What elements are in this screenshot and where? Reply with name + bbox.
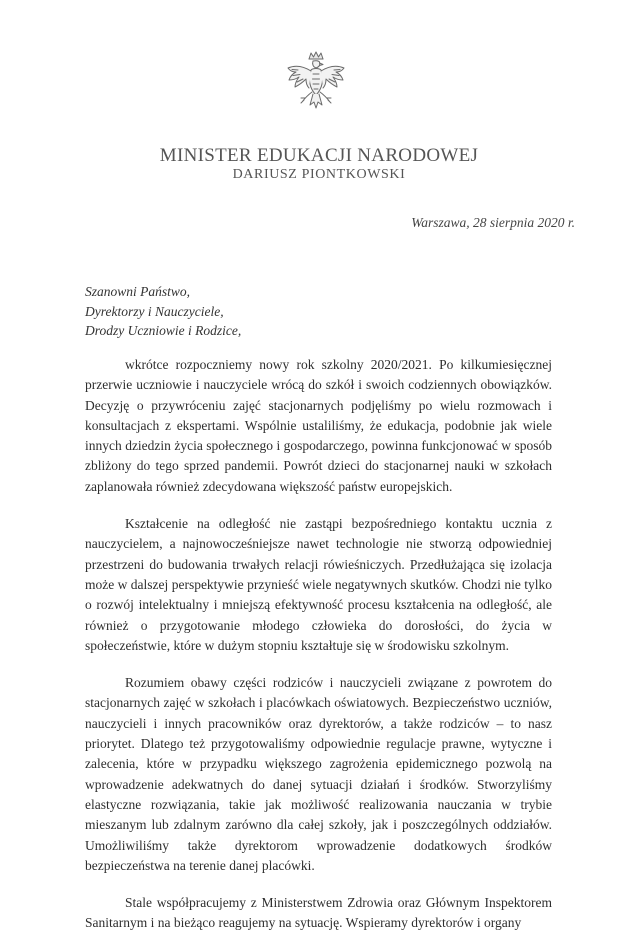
greeting-block — [85, 282, 241, 341]
body-paragraph: Rozumiem obawy części rodziców i nauczycieli związane z powrotem do stacjonarnych zajęć w szkołach i placówkach oświatowych. Bezpieczeństwo uczniów, nauczycieli i innych pracowników oraz dyrektorów, a także rodziców – to nasz priorytet. Dlatego też przygotowaliśmy odpowiednie regulacje prawne, wytyczne i zalecenia, które w przypadku większego zagrożenia epidemicznego pozwolą na wprowadzenie adekwatnych do danej sytuacji działań i środków. Stworzyliśmy elastyczne rozwiązania, takie jak możliwość realizowania nauczania w trybie mieszanym lub zdalnym zarówno dla całej szkoły, jak i poszczególnych oddziałów. Umożliwiliśmy także dyrektorom wprowadzenie dodatkowych środków bezpieczeństwa na terenie danej placówki. — [85, 675, 552, 873]
minister-name: DARIUSZ PIONTKOWSKI — [232, 167, 406, 182]
body-paragraph: Kształcenie na odległość nie zastąpi bezpośredniego kontaktu ucznia z nauczycielem, a najnowocześniejsze nawet technologie nie stworzą odpowiedniej przestrzeni do budowania trwałych relacji rówieśniczych. Przedłużająca się izolacja może w dalszej perspektywie przynieść wiele negatywnych skutków. Chodzi nie tylko o rozwój intelektualny i mniejszą efektywność procesu kształcenia na odległość, ale również o przygotowanie młodego człowieka do dorosłości, do życia w społeczeństwie, które w dużym stopniu kształtuje się w środowisku szkolnym. — [85, 516, 552, 653]
letter-body — [85, 355, 552, 951]
greeting-line: Drodzy Uczniowie i Rodzice, — [85, 323, 242, 338]
greeting-line: Dyrektorzy i Nauczyciele, — [85, 303, 224, 319]
body-paragraph: Stale współpracujemy z Ministerstwem Zdrowia oraz Głównym Inspektorem Sanitarnym i na bieżąco reagujemy na sytuację. Wspieramy dyrektorów i organy — [85, 895, 552, 931]
eagle-emblem-icon — [284, 50, 348, 120]
greeting-line: Szanowni Państwo, — [85, 284, 191, 299]
office-title: MINISTER EDUKACJI NARODOWEJ — [159, 145, 479, 166]
body-paragraph: wkrótce rozpoczniemy nowy rok szkolny 2020/2021. Po kilkumiesięcznej przerwie uczniowie i nauczyciele wrócą do szkół i swoich codziennych obowiązków. Decyzję o przywróceniu zajęć stacjonarnych podjęliśmy po wielu rozmowach i konsultacjach z ekspertami. Wspólnie ustaliliśmy, że edukacja, podobnie jak wiele innych dziedzin życia społecznego i gospodarczego, powinna funkcjonować w sposób zbliżony do tego sprzed pandemii. Powrót dzieci do stacjonarnej nauki w szkołach zaplanowała również zdecydowana większość państw europejskich. — [85, 357, 552, 494]
letter-date: Warszawa, 28 sierpnia 2020 r. — [411, 215, 575, 230]
